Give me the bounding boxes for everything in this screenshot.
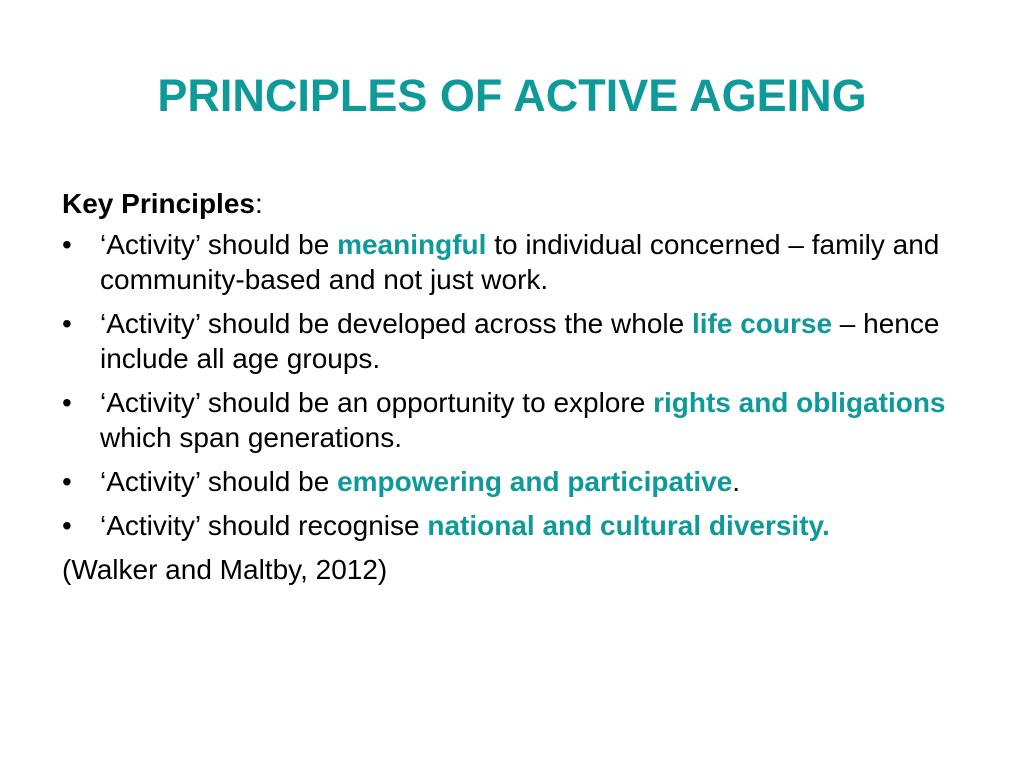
bullet-icon: • bbox=[62, 308, 72, 339]
bullet-highlight: national and cultural diversity. bbox=[427, 510, 830, 541]
bullet-text-post: which span generations. bbox=[100, 422, 402, 453]
bullet-highlight: rights and obligations bbox=[653, 387, 946, 418]
principles-list bbox=[62, 227, 982, 543]
bullet-text-pre: ‘Activity’ should recognise bbox=[100, 510, 428, 541]
bullet-icon: • bbox=[62, 510, 72, 541]
slide-title: PRINCIPLES OF ACTIVE AGEING bbox=[157, 70, 867, 121]
heading-suffix: : bbox=[254, 188, 263, 219]
list-item bbox=[62, 385, 982, 455]
bullet-icon: • bbox=[62, 387, 72, 418]
bullet-highlight: meaningful bbox=[337, 229, 487, 260]
bullet-highlight: life course bbox=[691, 308, 833, 339]
bullet-text-pre: ‘Activity’ should be an opportunity to explore bbox=[100, 387, 654, 418]
bullet-text-pre: ‘Activity’ should be developed across the whole bbox=[100, 308, 692, 339]
bullet-icon: • bbox=[62, 466, 72, 497]
bullet-icon: • bbox=[62, 229, 72, 260]
list-item bbox=[62, 508, 982, 543]
citation: (Walker and Maltby, 2012) bbox=[62, 554, 388, 585]
bullet-text-post: – hence include all age groups. bbox=[100, 308, 940, 374]
bullet-text-post: . bbox=[732, 466, 741, 497]
heading-label: Key Principles bbox=[62, 188, 255, 219]
list-item bbox=[62, 306, 982, 376]
bullet-text-pre: ‘Activity’ should be bbox=[100, 466, 338, 497]
key-principles-heading bbox=[62, 186, 982, 221]
list-item bbox=[62, 227, 982, 297]
slide-body bbox=[62, 186, 982, 587]
bullet-text-post: to individual concerned – family and community-based and not just work. bbox=[100, 229, 940, 295]
list-item bbox=[62, 464, 982, 499]
bullet-highlight: empowering and participative bbox=[337, 466, 733, 497]
bullet-text-pre: ‘Activity’ should be bbox=[100, 229, 338, 260]
